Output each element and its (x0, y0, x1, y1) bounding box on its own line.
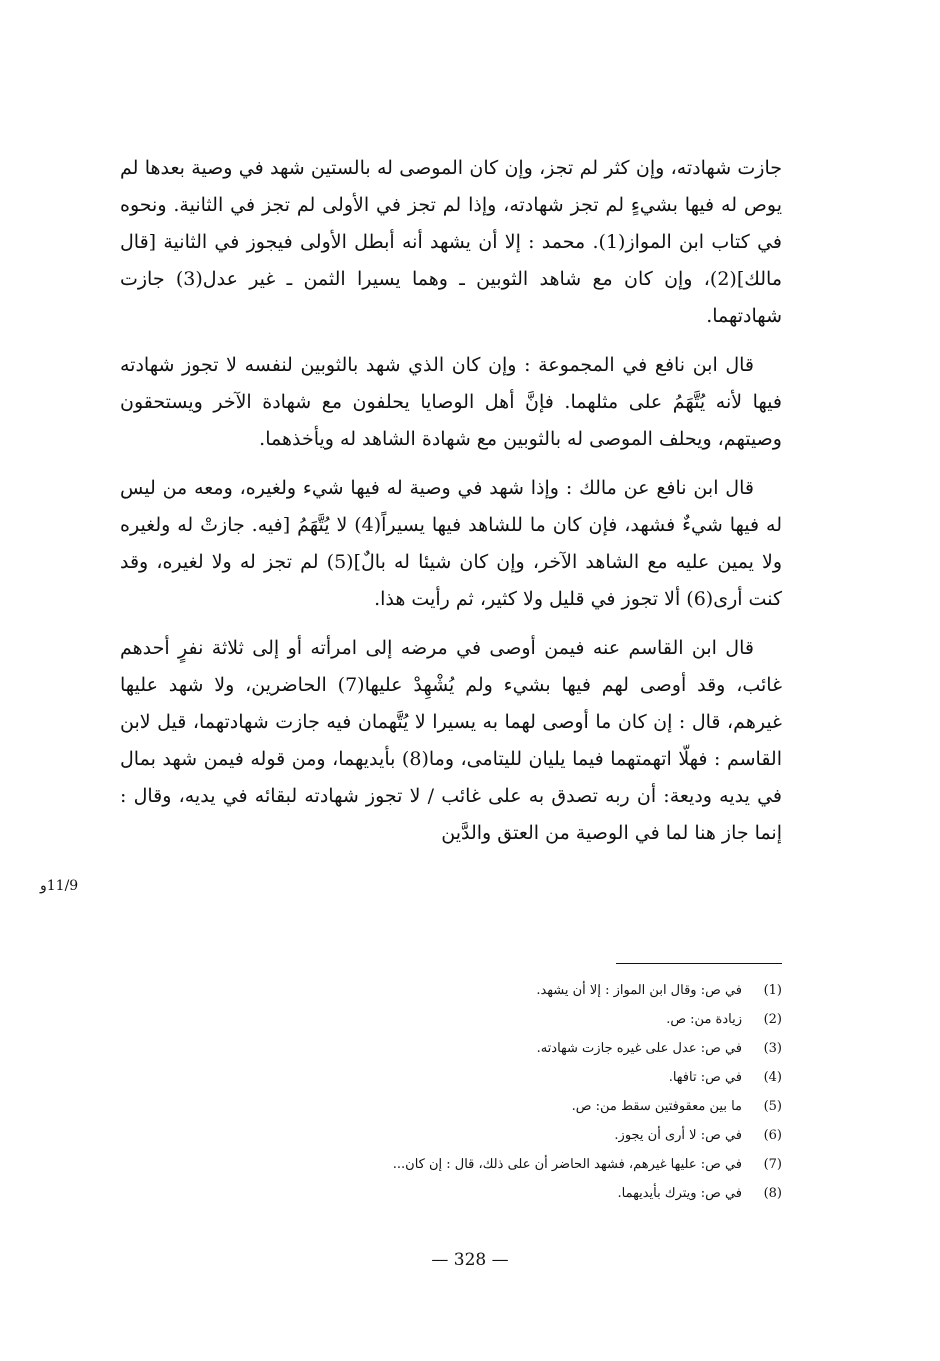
footnote-number: (6) (763, 1128, 782, 1143)
footnote (200, 976, 782, 1005)
paragraph-2: قال ابن نافع في المجموعة : وإن كان الذي شهد بالثوبين لنفسه لا تجوز شهادته فيها لأنه يُتَّهَمُ على مثلهما. فإنَّ أهل الوصايا يحلفون مع شهادة الآخر ويستحقون وصيتهم، ويحلف الموصى له بالثوبين مع شهادة الشاهد له ويأخذهما. (120, 354, 782, 450)
footnote-number: (4) (763, 1070, 782, 1085)
footnote-text: زيادة من: ص. (666, 1012, 742, 1027)
footnote (200, 1005, 782, 1034)
paragraph-1: جازت شهادته، وإن كثر لم تجز، وإن كان الموصى له بالستين شهد في وصية بعدها لم يوص له فيها بشيءٍ لم تجز شهادته، وإذا لم تجز في الأولى لم تجز في الثانية. ونحوه في كتاب ابن المواز(1). محمد : إلا أن يشهد أنه أبطل الأولى فيجوز في الثانية [قال مالك](2)، وإن كان مع شاهد الثوبين ـ وهما يسيرا الثمن ـ غير عدل(3) جازت شهادتهما. (120, 157, 782, 327)
footnote-text: في ص: وقال ابن المواز : إلا أن يشهد. (536, 983, 742, 998)
footnote-separator (616, 963, 782, 964)
footnote-number: (8) (763, 1186, 782, 1201)
footnote-text: ما بين معقوفتين سقط من: ص. (571, 1099, 742, 1114)
footnote-text: في ص: تافها. (668, 1070, 742, 1085)
footnote-text: في ص: عليها غيرهم، فشهد الحاضر أن على ذلك، قال : إن كان... (392, 1157, 742, 1172)
footnote (200, 1063, 782, 1092)
footnote-text: في ص: عدل على غيره جازت شهادته. (536, 1041, 742, 1056)
footnote (200, 1150, 782, 1179)
footnote (200, 1034, 782, 1063)
footnote-text: في ص: لا أرى أن يجوز. (614, 1128, 742, 1143)
footnote (200, 1179, 782, 1208)
paragraph-4: قال ابن القاسم عنه فيمن أوصى في مرضه إلى امرأته أو إلى ثلاثة نفرٍ أحدهم غائب، وقد أوصى لهم فيها بشيء ولم يُشْهِدْ عليها(7) الحاضرين، ولا شهد عليها غيرهم، قال : إن كان ما أوصى لهما به يسيرا لا يُتَّهمان فيه جازت شهادتهما، قيل لابن القاسم : فهلّا اتهمتهما فيما يليان لليتامى، وما(8) بأيديهما، ومن قوله فيمن شهد بمال في يديه وديعة: أن ربه تصدق به على غائب / لا تجوز شهادته لبقائه في يديه، وقال : إنما جاز هنا لما في الوصية من العتق والدَّين (120, 637, 783, 844)
footnote-number: (2) (763, 1012, 782, 1027)
footnote-number: (7) (763, 1157, 782, 1172)
footnote-number: (3) (763, 1041, 782, 1056)
footnote (200, 1121, 782, 1150)
footnote-number: (5) (763, 1099, 782, 1114)
paragraph-3: قال ابن نافع عن مالك : وإذا شهد في وصية له فيها شيء ولغيره، ومعه من ليس له فيها شيءٌ فشهد، فإن كان ما للشاهد فيها يسيراً(4) لا يُتَّهَمُ [فيه. جازتْ له ولغيره ولا يمين عليه مع الشاهد الآخر، وإن كان شيئا له بالٌ](5) لم تجز له ولا لغيره، وقد كنت أرى(6) ألا تجوز في قليل ولا كثير، ثم رأيت هذا. (120, 477, 782, 610)
page-number: — 328 — (431, 1250, 509, 1270)
footnote-text: في ص: ويترك بأيديهما. (617, 1186, 742, 1201)
footnote-number: (1) (763, 983, 782, 998)
main-text (120, 150, 782, 864)
footnotes (200, 976, 782, 1208)
manuscript-folio-reference: 11/9و (40, 878, 79, 894)
footnote (200, 1092, 782, 1121)
